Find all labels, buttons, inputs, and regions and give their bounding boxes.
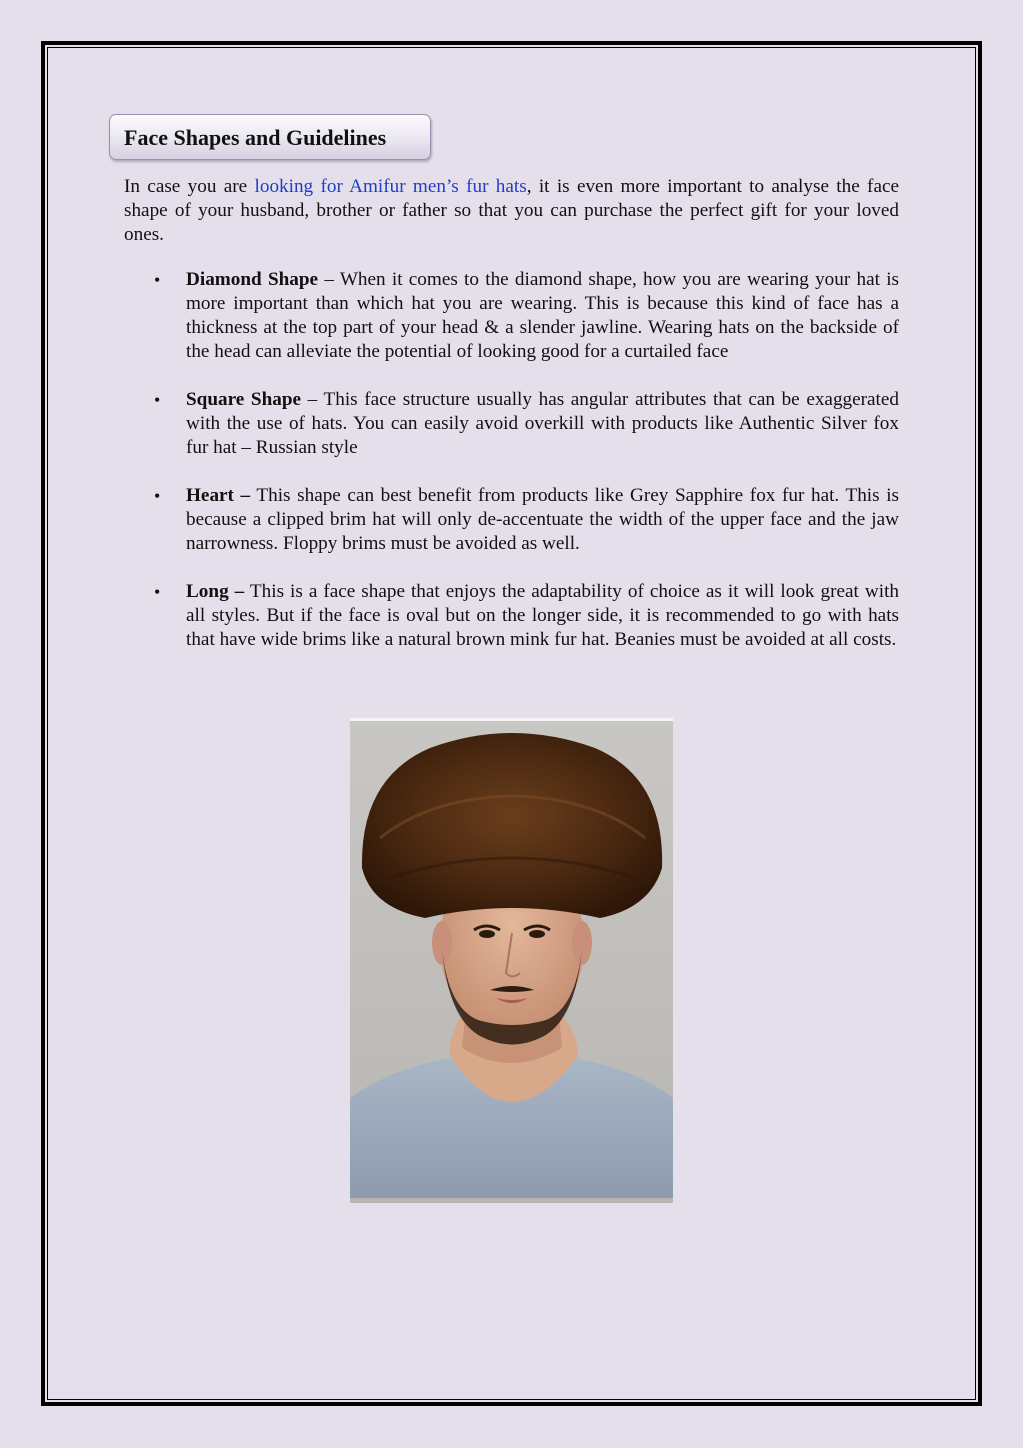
item-text: This is a face shape that enjoys the adaptability of choice as it will look great with all styles. But if the face is oval but on the longer side, it is recommended to go with hats that have wide brims like a natural brown mink fur hat. Beanies must be avoided at all costs. [186, 581, 899, 650]
item-term: Heart – [186, 485, 251, 506]
list-item-long [124, 580, 899, 652]
item-term: Diamond Shape [186, 269, 319, 290]
list-item-diamond [124, 268, 899, 364]
intro-text-before: In case you are [124, 176, 255, 197]
intro-text-after: , it is even more important to analyse the face shape of your husband, brother or father so that you can purchase the perfect gift for your loved ones. [124, 176, 899, 245]
article-body [124, 175, 899, 676]
section-title: Face Shapes and Guidelines [124, 125, 387, 150]
item-term: Square Shape [186, 389, 302, 410]
bullet-icon: • [154, 582, 161, 602]
intro-paragraph [124, 175, 899, 247]
item-text: – This face structure usually has angular attributes that can be exaggerated with the use of hats. You can easily avoid overkill with products like Authentic Silver fox fur hat – Russian style [186, 389, 899, 458]
list-item-square [124, 388, 899, 460]
bullet-icon: • [154, 270, 161, 290]
item-text: – When it comes to the diamond shape, how you are wearing your hat is more important than which hat you are wearing. This is because this kind of face has a thickness at the top part of your head & a slender jawline. Wearing hats on the backside of the head can alleviate the potential of looking good for a curtailed face [186, 269, 899, 362]
item-text: This shape can best benefit from products like Grey Sapphire fox fur hat. This is because a clipped brim hat will only de-accentuate the width of the upper face and the jaw narrowness. Floppy brims must be avoided as well. [186, 485, 899, 554]
face-shape-list [124, 268, 899, 652]
bullet-icon: • [154, 486, 161, 506]
bullet-icon: • [154, 390, 161, 410]
amifur-hats-link[interactable]: looking for Amifur men’s fur hats [254, 176, 527, 197]
item-term: Long – [186, 581, 245, 602]
list-item-heart [124, 484, 899, 556]
section-title-box [109, 114, 431, 160]
fur-hat-model-photo [350, 718, 673, 1203]
